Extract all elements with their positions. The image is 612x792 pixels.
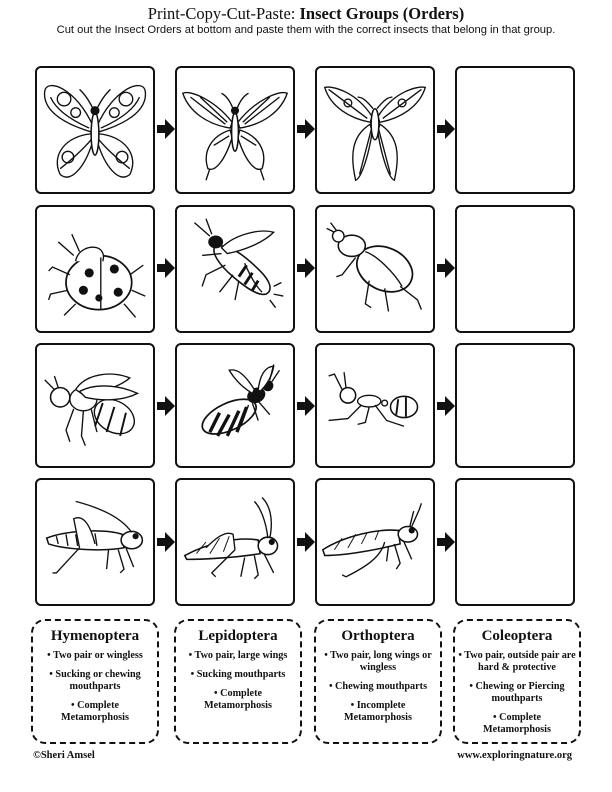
card-lepidoptera[interactable] [174, 619, 302, 744]
luna-moth-icon [317, 68, 433, 192]
cricket-icon [177, 480, 293, 604]
card-point: • Incomplete Metamorphosis [344, 700, 412, 723]
card-point: • Two pair, large wings [188, 650, 288, 661]
cell-luna-moth [315, 66, 435, 194]
right-arrow-icon [437, 395, 455, 417]
grasshopper-icon [37, 480, 153, 604]
title-bold: Insect Groups (Orders) [299, 4, 465, 23]
website-link[interactable]: www.exploringnature.org [457, 750, 572, 761]
cell-scarab-beetle [315, 205, 435, 333]
card-point: • Sucking or chewing mouthparts [49, 669, 141, 692]
empty-paste-box [455, 66, 575, 194]
wasp-icon [177, 345, 293, 466]
cell-cricket [175, 478, 295, 606]
card-title: Lepidoptera [198, 628, 278, 644]
right-arrow-icon [297, 118, 315, 140]
right-arrow-icon [437, 257, 455, 279]
cell-butterfly [35, 66, 155, 194]
right-arrow-icon [437, 118, 455, 140]
right-arrow-icon [157, 257, 175, 279]
bee-icon [37, 345, 153, 466]
card-title: Coleoptera [481, 628, 553, 644]
card-coleoptera[interactable] [453, 619, 581, 744]
card-title: Orthoptera [341, 628, 415, 644]
empty-paste-box [455, 478, 575, 606]
page-title [0, 4, 612, 24]
card-point: • Chewing mouthparts [328, 681, 428, 692]
card-title: Hymenoptera [50, 628, 140, 644]
cell-wasp [175, 343, 295, 468]
card-orthoptera[interactable] [314, 619, 442, 744]
cell-swallowtail [175, 66, 295, 194]
butterfly-icon [37, 68, 153, 192]
scarab-beetle-icon [317, 207, 433, 331]
ladybug-icon [37, 207, 153, 331]
katydid-icon [317, 480, 433, 604]
right-arrow-icon [297, 395, 315, 417]
card-point: • Two pair, outside pair are hard & protective [458, 650, 576, 673]
empty-paste-box [455, 343, 575, 468]
empty-paste-box [455, 205, 575, 333]
cell-ant [315, 343, 435, 468]
firefly-icon [177, 207, 293, 331]
cell-ladybug [35, 205, 155, 333]
cell-katydid [315, 478, 435, 606]
right-arrow-icon [437, 531, 455, 553]
swallowtail-icon [177, 68, 293, 192]
right-arrow-icon [297, 257, 315, 279]
card-point: • Sucking mouthparts [190, 669, 286, 680]
card-point: • Complete Metamorphosis [483, 712, 551, 735]
card-point: • Two pair, long wings or wingless [324, 650, 432, 673]
card-point: • Complete Metamorphosis [204, 688, 272, 711]
right-arrow-icon [157, 118, 175, 140]
card-point: • Complete Metamorphosis [61, 700, 129, 723]
right-arrow-icon [157, 531, 175, 553]
card-hymenoptera[interactable] [31, 619, 159, 744]
ant-icon [317, 345, 433, 466]
right-arrow-icon [297, 531, 315, 553]
cell-bee [35, 343, 155, 468]
card-point: • Chewing or Piercing mouthparts [469, 681, 565, 704]
cell-grasshopper [35, 478, 155, 606]
title-prefix: Print-Copy-Cut-Paste: [147, 4, 300, 23]
copyright-credit: ©Sheri Amsel [33, 750, 95, 761]
cell-firefly [175, 205, 295, 333]
instructions: Cut out the Insect Orders at bottom and paste them with the correct insects that belong in that group. [56, 24, 556, 36]
right-arrow-icon [157, 395, 175, 417]
card-point: • Two pair or wingless [47, 650, 143, 661]
